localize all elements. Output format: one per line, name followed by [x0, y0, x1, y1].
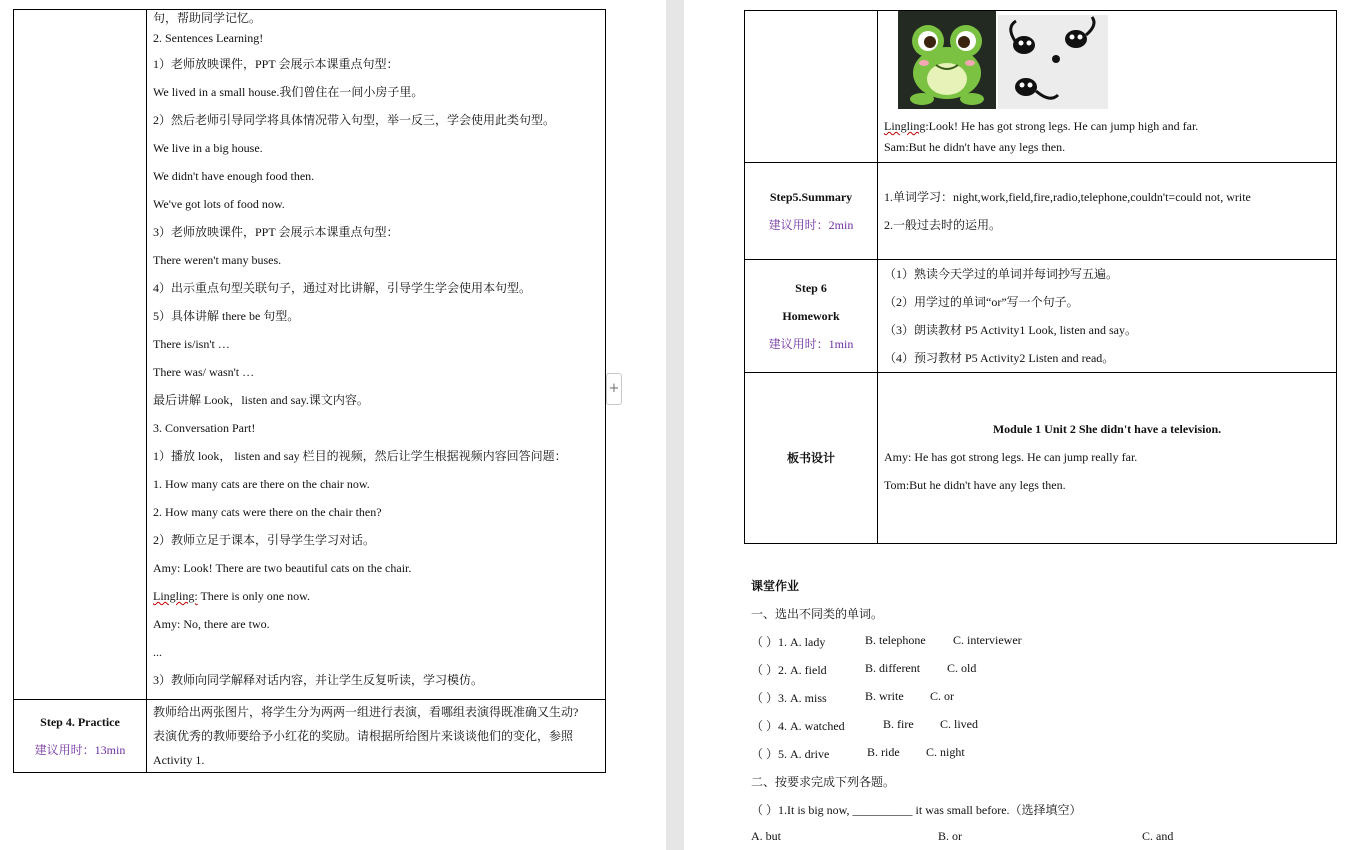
practice-step-title: Step 4. Practice: [40, 715, 120, 729]
exercise-item-option: C. night: [926, 745, 965, 759]
content-line: 2. Sentences Learning!: [153, 31, 264, 45]
board-title: Module 1 Unit 2 She didn't have a television.: [992, 422, 1222, 436]
board-line: Tom:But he didn't have any legs then.: [884, 478, 1066, 492]
homework-step-title-2: Homework: [782, 309, 840, 323]
content-line: We didn't have enough food then.: [153, 169, 315, 183]
practice-line: 教师给出两张图片，将学生分为两两一组进行表演，看哪组表演得既准确又生动?: [153, 705, 579, 719]
speaker-lingling: Lingling: [884, 119, 926, 133]
content-line: There weren't many buses.: [153, 253, 282, 267]
content-line: 1）播放 look， listen and say 栏目的视频，然后让学生根据视频内容回答问题：: [153, 449, 567, 463]
tadpoles-image: [998, 15, 1108, 109]
content-line: We've got lots of food now.: [153, 197, 285, 211]
exercise-item-question: （ ）4. A. watched: [751, 719, 845, 733]
practice-step-cell: [14, 700, 147, 773]
q1-option-b: B. or: [938, 829, 962, 843]
homework-line: （4）预习教材 P5 Activity2 Listen and read。: [884, 351, 1115, 365]
picture-line-1-text: :Look! He has got strong legs. He can jump high and far.: [925, 119, 1199, 133]
content-line-text: There is only one now.: [197, 589, 310, 603]
board-design-label: 板书设计: [786, 451, 835, 465]
exercise-item-option: C. interviewer: [953, 633, 1022, 647]
add-row-button[interactable]: +: [606, 373, 622, 405]
picture-area: [878, 11, 1336, 111]
content-line: 4）出示重点句型关联句子，通过对比讲解，引导学生学会使用本句型。: [153, 281, 532, 295]
exercise-item-option: B. telephone: [865, 633, 926, 647]
lesson-table-right: [744, 10, 1337, 544]
homework-content-cell: [878, 260, 1337, 373]
content-line: We live in a big house.: [153, 141, 263, 155]
content-line: Amy: No, there are two.: [153, 617, 270, 631]
exercise-item-option: C. or: [930, 689, 954, 703]
content-line: 3）老师放映课件，PPT 会展示本课重点句型：: [153, 225, 399, 239]
summary-line: 2.一般过去时的运用。: [884, 218, 1002, 232]
summary-line: 1.单词学习：night,work,field,fire,radio,telephone,couldn't=could not, write: [884, 190, 1251, 204]
summary-step-cell: [745, 163, 878, 260]
summary-content-cell: [878, 163, 1337, 260]
content-line: There was/ wasn't …: [153, 365, 255, 379]
exercise-item-question: （ ）1. A. lady: [751, 635, 826, 649]
content-line: 最后讲解 Look，listen and say.课文内容。: [153, 393, 369, 407]
content-line: There is/isn't …: [153, 337, 230, 351]
practice-line: 表演优秀的教师要给予小红花的奖励。请根据所给图片来谈谈他们的变化，参照: [153, 729, 574, 743]
exercise-item-option: C. old: [947, 661, 977, 675]
homework-step-title-1: Step 6: [795, 281, 827, 295]
exercise-title: 课堂作业: [751, 579, 800, 593]
picture-step-cell: [745, 11, 878, 163]
practice-content-cell: [147, 700, 606, 773]
exercise-item-option: B. write: [865, 689, 904, 703]
content-line: 2）然后老师引导同学将具体情况带入句型，举一反三，学会使用此类句型。: [153, 113, 556, 127]
content-line: 5）具体讲解 there be 句型。: [153, 309, 300, 323]
content-line: We lived in a small house.我们曾住在一间小房子里。: [153, 85, 424, 99]
teaching-content-cell: [147, 10, 606, 700]
homework-line: （2）用学过的单词“or”写一个句子。: [884, 295, 1079, 309]
summary-step-title: Step5.Summary: [769, 190, 853, 204]
q1-option-c: C. and: [1142, 829, 1174, 843]
speaker-lingling: Lingling:: [153, 589, 198, 603]
board-design-content-cell: [878, 373, 1337, 544]
exercise-section-2: 二、按要求完成下列各题。: [751, 775, 896, 789]
content-line: 1. How many cats are there on the chair now.: [153, 477, 370, 491]
page-gutter: [666, 0, 684, 850]
exercise-item-option: C. lived: [940, 717, 978, 731]
picture-line-2: Sam:But he didn't have any legs then.: [884, 140, 1066, 154]
board-design-label-cell: [745, 373, 878, 544]
exercise-section-1: 一、选出不同类的单词。: [751, 607, 884, 621]
content-line: 3）教师向同学解释对话内容，并让学生反复听读，学习模仿。: [153, 673, 484, 687]
lesson-table-left: [13, 9, 606, 773]
content-line: 2. How many cats were there on the chair then?: [153, 505, 382, 519]
content-line: Amy: Look! There are two beautiful cats on the chair.: [153, 561, 412, 575]
exercise-item-question: （ ）5. A. drive: [751, 747, 830, 761]
frog-image: [898, 11, 996, 109]
content-line: 2）教师立足于课本，引导学生学习对话。: [153, 533, 376, 547]
picture-content-cell: [878, 11, 1337, 163]
practice-step-time: 建议用时：13min: [34, 743, 126, 757]
homework-line: （1）熟读今天学过的单词并每词抄写五遍。: [884, 267, 1119, 281]
content-line: [147, 582, 605, 610]
content-line: 句，帮助同学记忆。: [153, 11, 262, 25]
homework-line: （3）朗读教材 P5 Activity1 Look, listen and say。: [884, 323, 1137, 337]
exercise-item-option: B. different: [865, 661, 921, 675]
content-line: 3. Conversation Part!: [153, 421, 256, 435]
exercise-item-question: （ ）2. A. field: [751, 663, 827, 677]
content-lines: [147, 10, 605, 694]
exercise-item-option: B. ride: [867, 745, 900, 759]
exercise-item-option: B. fire: [883, 717, 914, 731]
exercise-question-1: （ ）1.It is big now, __________ it was small before.（选择填空）: [751, 803, 1082, 817]
content-line: ...: [153, 645, 162, 659]
summary-step-time: 建议用时：2min: [768, 218, 854, 232]
homework-step-cell: [745, 260, 878, 373]
q1-option-a: A. but: [751, 829, 781, 843]
board-line: Amy: He has got strong legs. He can jump really far.: [884, 450, 1138, 464]
step-cell-empty: [14, 10, 147, 700]
content-line: 1）老师放映课件，PPT 会展示本课重点句型：: [153, 57, 399, 71]
practice-line: Activity 1.: [153, 753, 205, 767]
exercise-item-question: （ ）3. A. miss: [751, 691, 827, 705]
homework-step-time: 建议用时：1min: [768, 337, 854, 351]
